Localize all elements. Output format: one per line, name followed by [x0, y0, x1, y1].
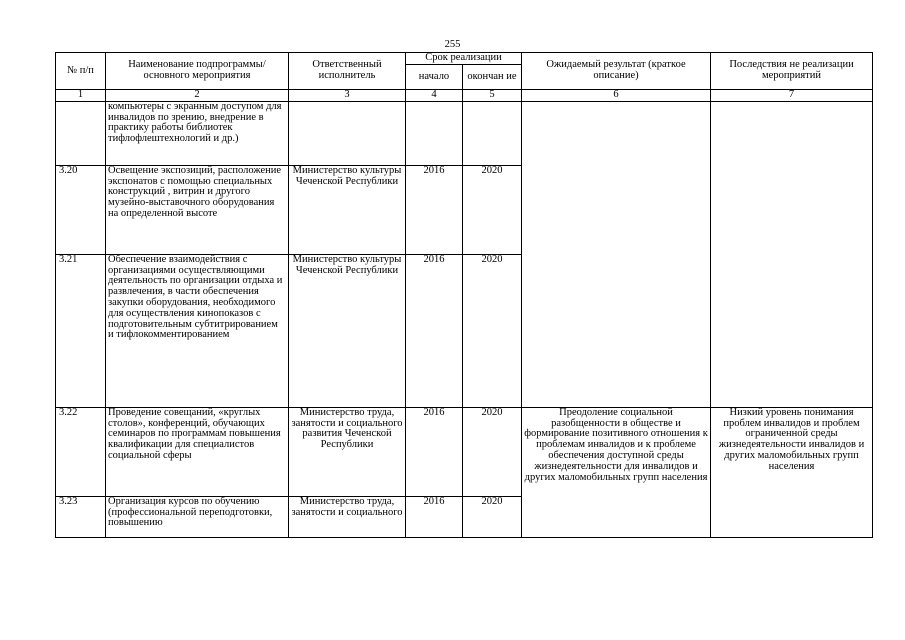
index-cell: 1 — [56, 90, 106, 102]
row-executor: Министерство труда, занятости и социального развития Чеченской Республики — [289, 407, 406, 496]
table-row — [56, 101, 873, 165]
row-start: 2016 — [406, 496, 463, 537]
row-start: 2016 — [406, 407, 463, 496]
row-end: 2020 — [463, 165, 522, 254]
row-num — [56, 101, 106, 165]
row-name: Организация курсов по обучению (профессиональной переподготовки, повышению — [106, 496, 289, 537]
row-num: 3.21 — [56, 254, 106, 407]
header-consequence: Последствия не реализации мероприятий — [711, 53, 873, 90]
index-cell: 6 — [522, 90, 711, 102]
row-name: компьютеры с экранным доступом для инвалидов по зрению, внедрение в практику работы библиотек тифлофлештехнологий и др.) — [106, 101, 289, 165]
index-cell: 4 — [406, 90, 463, 102]
row-end — [463, 101, 522, 165]
row-num: 3.22 — [56, 407, 106, 496]
header-end: окончан ие — [463, 65, 522, 90]
row-executor — [289, 101, 406, 165]
row-start: 2016 — [406, 254, 463, 407]
page-number: 255 — [444, 39, 461, 50]
header-name: Наименование подпрограммы/ основного мероприятия — [106, 53, 289, 90]
index-cell: 7 — [711, 90, 873, 102]
row-start: 2016 — [406, 165, 463, 254]
row-num: 3.20 — [56, 165, 106, 254]
index-cell: 2 — [106, 90, 289, 102]
consequence: Низкий уровень понимания проблем инвалидов и проблем ограниченной среды жизнедеятельности инвалидов и других маломобильных групп населения — [711, 407, 873, 537]
header-executor: Ответственный исполнитель — [289, 53, 406, 90]
header-result: Ожидаемый результат (краткое описание) — [522, 53, 711, 90]
expected-result: Преодоление социальной разобщенности в обществе и формирование позитивного отношения к проблемам инвалидов и к проблеме обеспечения доступной среды жизнедеятельности для инвалидов и других маломобильных групп населения — [522, 407, 711, 537]
row-name: Проведение совещаний, «круглых столов», конференций, обучающих семинаров по программам повышения квалификации для специалистов социальной сферы — [106, 407, 289, 496]
row-name: Обеспечение взаимодействия с организациями осуществляющими деятельность по организации отдыха и развлечения, в части обеспечения закупки оборудования, необходимого для осуществления кинопоказов с подготовительным субтитрированием и тифлокомментированием — [106, 254, 289, 407]
row-executor: Министерство труда, занятости и социального — [289, 496, 406, 537]
consequence-blank-cell — [711, 101, 873, 407]
header-term: Срок реализации — [406, 53, 522, 65]
row-name: Освещение экспозиций, расположение экспонатов с помощью специальных конструкций , витрин и другого музейно-выставочного оборудования на определенной высоте — [106, 165, 289, 254]
column-index-row — [56, 90, 873, 102]
row-end: 2020 — [463, 407, 522, 496]
measures-table — [55, 52, 873, 538]
index-cell: 5 — [463, 90, 522, 102]
row-executor: Министерство культуры Чеченской Республики — [289, 254, 406, 407]
header-start: начало — [406, 65, 463, 90]
result-blank-cell — [522, 101, 711, 407]
row-end: 2020 — [463, 496, 522, 537]
row-start — [406, 101, 463, 165]
index-cell: 3 — [289, 90, 406, 102]
header-row — [56, 53, 873, 65]
row-end: 2020 — [463, 254, 522, 407]
header-num: № п/п — [56, 53, 106, 90]
row-executor: Министерство культуры Чеченской Республики — [289, 165, 406, 254]
table-row — [56, 407, 873, 496]
row-num: 3.23 — [56, 496, 106, 537]
